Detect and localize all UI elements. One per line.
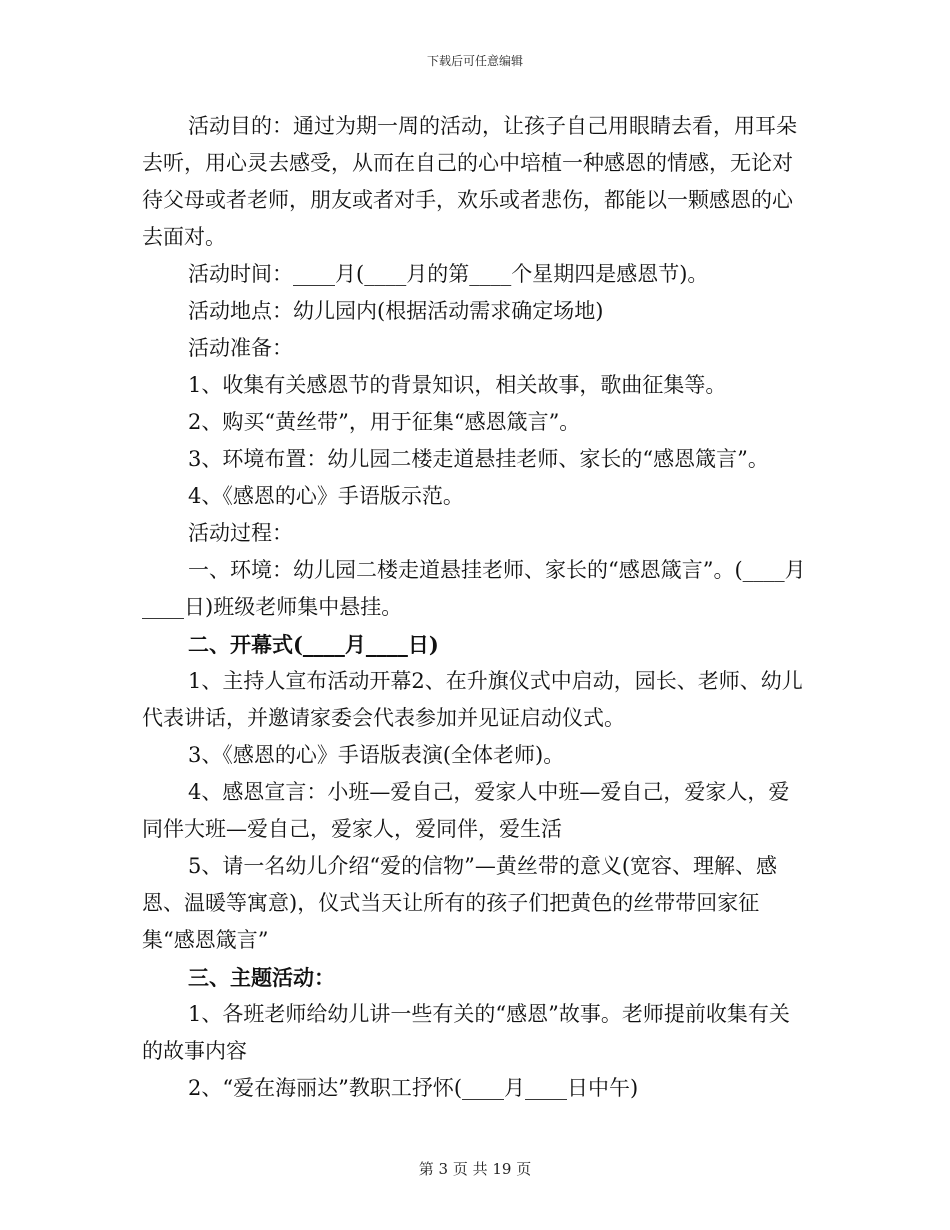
paragraph-opening-1: 1、主持人宣布活动开幕2、在升旗仪式中启动，园长、老师、幼儿代表讲话，并邀请家委会代表参加并见证启动仪式。 [142, 669, 803, 730]
paragraph-preparation-heading: 活动准备： [188, 336, 293, 360]
section-heading-opening: 二、开幕式(____月____日) [188, 632, 439, 657]
page-footer: 第 3 页 共 19 页 [418, 1160, 532, 1178]
paragraph-opening-5: 5、请一名幼儿介绍“爱的信物”—黄丝带的意义(宽容、理解、感恩、温暖等寓意)，仪式当天让所有的孩子们把黄色的丝带带回家征集“感恩箴言” [142, 854, 778, 952]
paragraph-prep-1: 1、收集有关感恩节的背景知识，相关故事，歌曲征集等。 [188, 373, 727, 397]
paragraph-prep-3: 3、环境布置：幼儿园二楼走道悬挂老师、家长的“感恩箴言”。 [188, 447, 769, 471]
section-heading-theme: 三、主题活动： [188, 965, 335, 990]
paragraph-theme-2: 2、“爱在海丽达”教职工抒怀(____月____日中午) [188, 1076, 639, 1100]
paragraph-theme-1: 1、各班老师给幼儿讲一些有关的“感恩”故事。老师提前收集有关的故事内容 [142, 1002, 790, 1063]
paragraph-opening-3: 3、《感恩的心》手语版表演(全体老师)。 [188, 743, 565, 767]
paragraph-time: 活动时间：____月(____月的第____个星期四是感恩节)。 [188, 262, 709, 286]
paragraph-prep-4: 4、《感恩的心》手语版示范。 [188, 484, 464, 508]
paragraph-process-heading: 活动过程： [188, 521, 293, 545]
document-body [142, 108, 806, 1107]
paragraph-purpose: 活动目的：通过为期一周的活动，让孩子自己用眼睛去看，用耳朵去听，用心灵去感受，从而在自己的心中培植一种感恩的情感，无论对待父母或者老师，朋友或者对手，欢乐或者悲伤，都能以一颗感恩的心去面对。 [142, 114, 797, 249]
paragraph-environment: 一、环境：幼儿园二楼走道悬挂老师、家长的“感恩箴言”。(____月____日)班级老师集中悬挂。 [142, 558, 806, 619]
paragraph-prep-2: 2、购买“黄丝带”，用于征集“感恩箴言”。 [188, 410, 581, 434]
paragraph-opening-4: 4、感恩宣言：小班—爱自己，爱家人中班—爱自己，爱家人，爱同伴大班—爱自己，爱家人，爱同伴，爱生活 [142, 780, 790, 841]
paragraph-location: 活动地点：幼儿园内(根据活动需求确定场地) [188, 299, 604, 323]
page-header: 下载后可任意编辑 [426, 54, 523, 68]
